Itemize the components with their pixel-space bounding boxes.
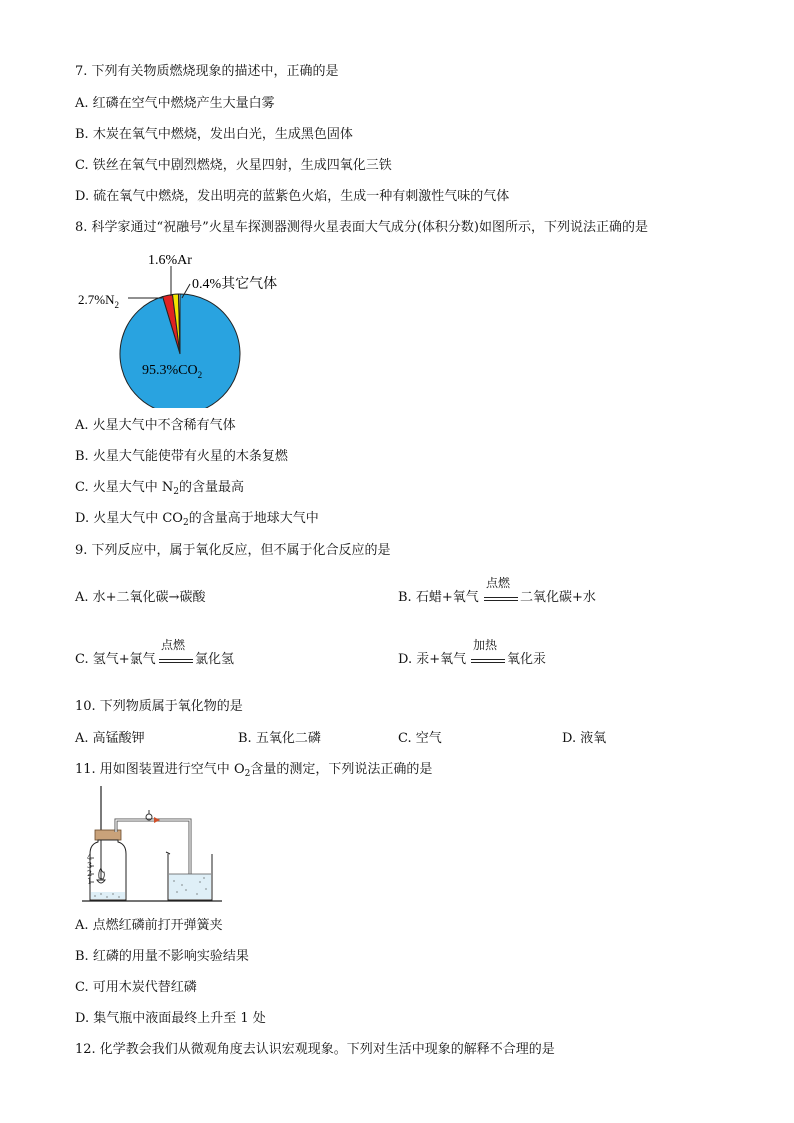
- scale-mark-2: 2: [87, 869, 93, 878]
- pie-chart-svg: [70, 248, 310, 408]
- reaction-equal-sign: [471, 659, 505, 663]
- question-8-stem: 8. 科学家通过“祝融号”火星车探测器测得火星表面大气成分(体积分数)如图所示，下列说法正确的是: [75, 220, 648, 235]
- question-11-option-d: D. 集气瓶中液面最终上升至 1 处: [75, 1011, 266, 1026]
- bottle-water: [91, 892, 125, 899]
- question-10-option-c: C. 空气: [398, 731, 442, 746]
- scale-mark-1: 1: [87, 877, 93, 886]
- question-9-option-c-right: 氯化氢: [195, 652, 235, 667]
- question-9-option-b-condition: 点燃: [486, 576, 511, 590]
- question-9-option-b-right: 二氧化碳+水: [520, 590, 596, 605]
- reaction-equal-sign: [159, 659, 193, 663]
- question-11-option-c: C. 可用木炭代替红磷: [75, 980, 197, 995]
- question-9-option-c-left: C. 氢气+氯气: [75, 652, 156, 667]
- question-7-option-d: D. 硫在氧气中燃烧，发出明亮的蓝紫色火焰，生成一种有刺激性气味的气体: [75, 189, 510, 204]
- question-9-option-c-condition: 点燃: [161, 638, 186, 652]
- pie-slice-co2: [120, 294, 240, 408]
- pie-label-ar: 1.6%Ar: [148, 253, 192, 268]
- question-9-option-d-left: D. 汞+氧气: [398, 652, 467, 667]
- question-8-option-d: D. 火星大气中 $CO_2$的含量高于地球大气中: [75, 511, 319, 528]
- scale-mark-4: 4: [87, 853, 93, 862]
- question-9-stem: 9. 下列反应中，属于氧化反应，但不属于化合反应的是: [75, 543, 391, 558]
- question-7-option-b: B. 木炭在氧气中燃烧，发出白光，生成黑色固体: [75, 127, 353, 142]
- scale-mark-3: 3: [87, 861, 93, 870]
- question-9-option-d-right: 氧化汞: [507, 652, 547, 667]
- question-11-stem: 11. 用如图装置进行空气中 $O_2$含量的测定，下列说法正确的是: [75, 762, 433, 779]
- reaction-equal-sign: [484, 597, 518, 601]
- question-8-option-a: A. 火星大气中不含稀有气体: [75, 418, 236, 433]
- question-9-option-d-condition: 加热: [473, 638, 498, 652]
- question-8-option-c: C. 火星大气中 $N_2$的含量最高: [75, 480, 245, 497]
- question-10-option-a: A. 高锰酸钾: [75, 731, 145, 746]
- question-11-option-a: A. 点燃红磷前打开弹簧夹: [75, 918, 223, 933]
- gas-collection-bottle: [90, 840, 126, 900]
- question-10-option-b: B. 五氧化二磷: [238, 731, 321, 746]
- pie-slices: [120, 294, 240, 408]
- question-10-option-d: D. 液氧: [562, 731, 607, 746]
- question-7-option-c: C. 铁丝在氧气中剧烈燃烧，火星四射，生成四氧化三铁: [75, 158, 392, 173]
- mars-atmosphere-pie-chart: [70, 248, 310, 408]
- question-8-option-b: B. 火星大气能使带有火星的木条复燃: [75, 449, 288, 464]
- oxygen-measurement-apparatus: [82, 786, 222, 908]
- pie-label-other: 0.4%其它气体: [192, 277, 278, 292]
- apparatus-svg: [82, 786, 222, 908]
- pie-label-n2: $2.7\%N_2$: [78, 292, 119, 310]
- connecting-tube: [116, 820, 190, 880]
- question-11-option-b: B. 红磷的用量不影响实验结果: [75, 949, 249, 964]
- question-7-stem: 7. 下列有关物质燃烧现象的描述中，正确的是: [75, 64, 339, 79]
- pie-label-co2: $95.3\%CO_2$: [142, 363, 203, 380]
- question-12-stem: 12. 化学教会我们从微观角度去认识宏观现象。下列对生活中现象的解释不合理的是: [75, 1042, 555, 1057]
- question-9-option-a: A. 水+二氧化碳→碳酸: [75, 590, 206, 605]
- flow-arrow-icon: [154, 817, 160, 823]
- question-10-stem: 10. 下列物质属于氧化物的是: [75, 699, 243, 714]
- question-9-option-b-left: B. 石蜡+氧气: [398, 590, 479, 605]
- question-7-option-a: A. 红磷在空气中燃烧产生大量白雾: [75, 96, 275, 111]
- beaker-water: [169, 874, 211, 899]
